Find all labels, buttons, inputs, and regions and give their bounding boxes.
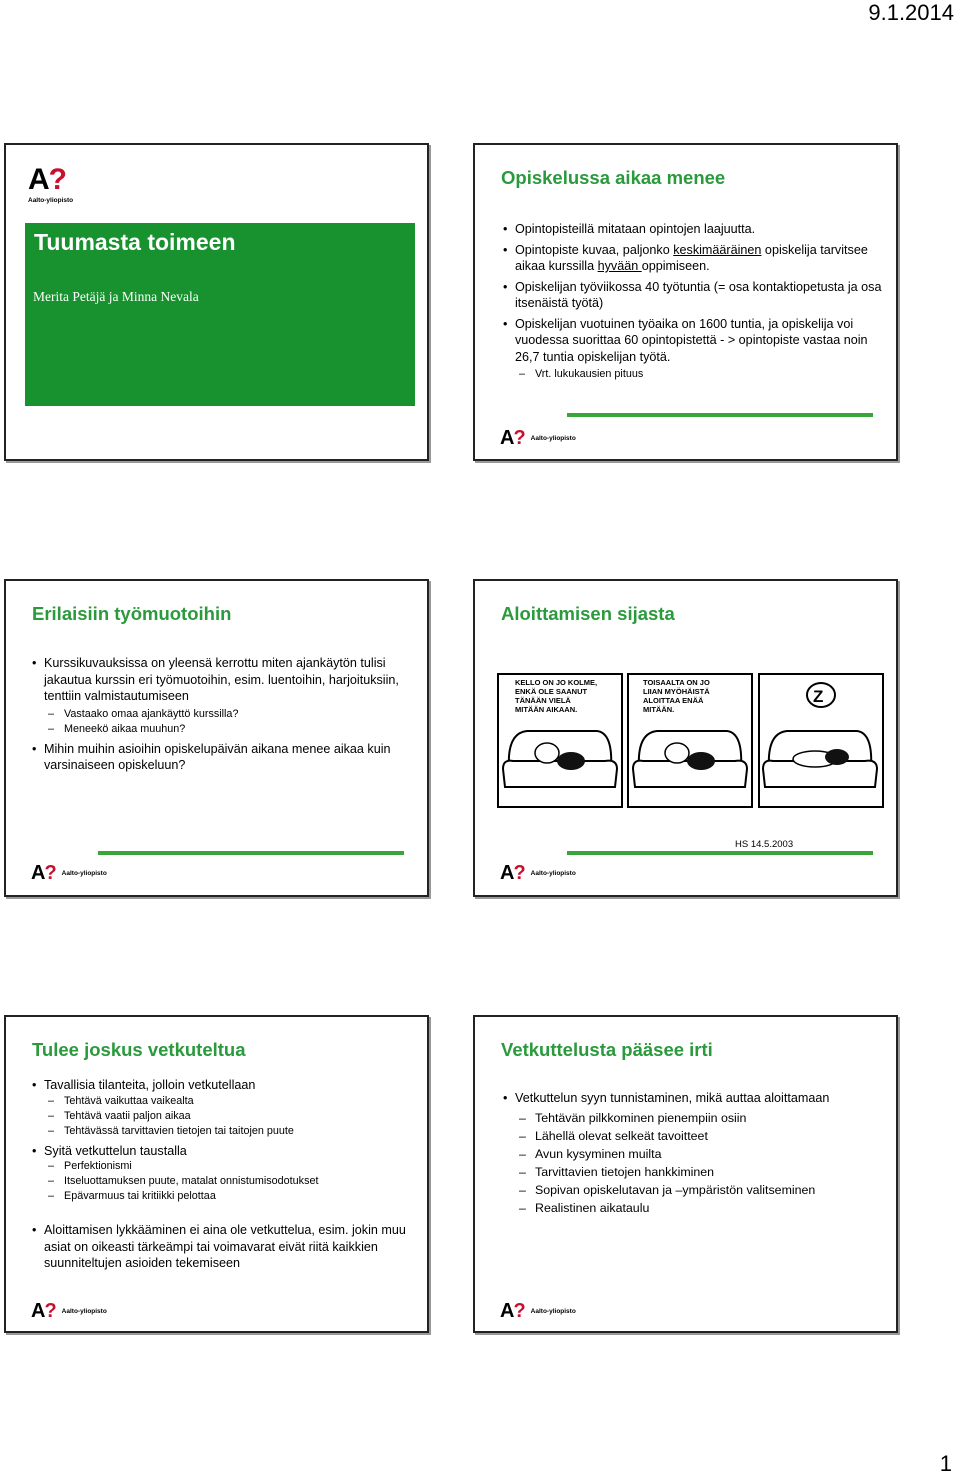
comic-caption: HS 14.5.2003 <box>735 839 794 850</box>
bullet-text: Mihin muihin asioihin opiskelupäivän aikana menee aikaa kuin varsinaiseen opiskeluun? <box>44 741 391 772</box>
sub-item: – Tehtävä vaatii paljon aikaa <box>44 1109 415 1124</box>
bullet-item <box>501 279 886 312</box>
aalto-logo-mark: A? <box>500 862 525 884</box>
slide-title: Opiskelussa aikaa menee <box>501 167 726 188</box>
comic-panel-1 <box>498 674 622 807</box>
bullet-list <box>501 1090 886 1221</box>
bullet-text: oppimiseen. <box>641 259 710 273</box>
bullet-list <box>30 1077 415 1276</box>
aalto-logo-wordmark: Aalto-yliopisto <box>530 1307 576 1315</box>
sub-item: – Meneekö aikaa muuhun? <box>44 722 415 737</box>
green-divider <box>567 413 873 417</box>
aalto-logo-wordmark: Aalto-yliopisto <box>61 1307 107 1315</box>
comic-speech-text: MITÄÄN AIKAAN. <box>515 705 578 714</box>
green-divider <box>567 851 873 855</box>
sub-item: – Perfektionismi <box>44 1159 415 1174</box>
title-box <box>25 223 415 406</box>
sub-item: – Tehtävän pilkkominen pienempiin osiin <box>515 1109 886 1127</box>
sub-list <box>44 1159 415 1204</box>
bullet-text: Opintopiste kuvaa, paljonko <box>515 242 674 257</box>
green-divider <box>98 851 404 855</box>
sub-item: – Avun kysyminen muilta <box>515 1145 886 1163</box>
bullet-item <box>501 242 886 275</box>
page-number: 1 <box>939 1451 952 1476</box>
sub-list <box>515 1109 886 1217</box>
aalto-logo <box>28 165 73 204</box>
comic-sleep-z: Z <box>813 687 824 706</box>
comic-speech-text: TÄNÄÄN VIELÄ <box>515 696 571 705</box>
sub-item: – Realistinen aikataulu <box>515 1199 886 1217</box>
comic-panel-2 <box>628 674 752 807</box>
aalto-logo-mark: A? <box>31 1300 56 1322</box>
bullet-text: Opiskelijan vuotuinen työaika on 1600 tuntia, ja opiskelija voi vuodessa suorittaa 60 opintopistettä - > opintopiste vastaa noin 26,7 tuntia opiskelijan työtä. <box>515 316 868 364</box>
sub-item: – Tehtävässä tarvittavien tietojen tai taitojen puute <box>44 1124 415 1139</box>
slide-4 <box>473 579 898 897</box>
aalto-logo <box>500 428 576 448</box>
slide-1 <box>4 143 429 461</box>
bullet-text: opiskelija tarvitsee aikaa kurssilla <box>515 242 868 273</box>
sub-item: – Lähellä olevat selkeät tavoitteet <box>515 1127 886 1145</box>
bullet-text: Vetkuttelun syyn tunnistaminen, mikä auttaa aloittamaan <box>515 1091 830 1105</box>
aalto-logo-wordmark: Aalto-yliopisto <box>28 197 74 204</box>
bullet-item <box>501 221 886 238</box>
comic-speech-text: ALOITTAA ENÄÄ <box>643 696 704 705</box>
slide-title: Vetkuttelusta pääsee irti <box>501 1039 713 1060</box>
bullet-item <box>30 741 415 774</box>
sub-item: – Epävarmuus tai kritiikki pelottaa <box>44 1189 415 1204</box>
slide-title: Erilaisiin työmuotoihin <box>32 603 232 624</box>
aalto-logo <box>31 863 107 883</box>
aalto-logo-mark: A? <box>28 163 66 196</box>
sub-item: – Sopivan opiskelutavan ja –ympäristön valitseminen <box>515 1181 886 1199</box>
bullet-item <box>30 1222 415 1272</box>
page-date: 9.1.2014 <box>868 0 954 25</box>
bullet-text: Tavallisia tilanteita, jolloin vetkutellaan <box>44 1078 256 1092</box>
aalto-logo-mark: A? <box>500 427 525 449</box>
sub-list <box>515 367 886 382</box>
comic-speech-text: ENKÄ OLE SAANUT <box>515 687 588 696</box>
bullet-text: Syitä vetkuttelun taustalla <box>44 1143 187 1158</box>
bullet-item <box>501 316 886 383</box>
aalto-logo <box>31 1301 107 1321</box>
bullet-text: Aloittamisen lykkääminen ei aina ole vetkuttelua, esim. jokin muu asiat on oikeasti tärkeämpi tai voimavarat eivät riitä kaikkien suunniteltujen asioiden tekemiseen <box>44 1223 406 1270</box>
sub-list <box>44 707 415 737</box>
slide-2 <box>473 143 898 461</box>
sub-item: – Vastaako omaa ajankäyttö kurssilla? <box>44 707 415 722</box>
bullet-item <box>30 655 415 737</box>
sub-list <box>44 1094 415 1139</box>
comic-strip <box>497 673 885 808</box>
bullet-list <box>501 221 886 386</box>
aalto-logo-mark: A? <box>31 862 56 884</box>
aalto-logo-mark: A? <box>500 1300 525 1322</box>
slide-5 <box>4 1015 429 1333</box>
bullet-item <box>30 1077 415 1139</box>
slide-3 <box>4 579 429 897</box>
slide-6 <box>473 1015 898 1333</box>
sub-item: – Tehtävä vaikuttaa vaikealta <box>44 1094 415 1109</box>
bullet-item <box>30 1143 415 1205</box>
comic-speech-text: LIIAN MYÖHÄISTÄ <box>643 687 710 696</box>
aalto-logo-wordmark: Aalto-yliopisto <box>530 434 576 442</box>
bullet-text: Opiskelijan työviikossa 40 työtuntia (= osa kontaktiopetusta ja osa itsenäistä työtä) <box>515 279 882 310</box>
slide-title: Tuumasta toimeen <box>34 229 236 255</box>
underlined-text: keskimääräinen <box>673 242 762 257</box>
slide-title: Tulee joskus vetkuteltua <box>32 1039 246 1060</box>
underlined-text: hyvään <box>597 259 642 273</box>
bullet-item <box>501 1090 886 1217</box>
aalto-logo-wordmark: Aalto-yliopisto <box>61 869 107 877</box>
bullet-text: Opintopisteillä mitataan opintojen laajuutta. <box>515 222 756 236</box>
slide-title: Aloittamisen sijasta <box>501 603 675 624</box>
slide-subtitle: Merita Petäjä ja Minna Nevala <box>33 289 199 304</box>
aalto-logo-wordmark: Aalto-yliopisto <box>530 869 576 877</box>
sub-item: – Tarvittavien tietojen hankkiminen <box>515 1163 886 1181</box>
comic-panel-3 <box>759 674 883 807</box>
bullet-text: Kurssikuvauksissa on yleensä kerrottu miten ajankäytön tulisi jakautua kurssin eri työmuotoihin, esim. luentoihin, harjoituksiin, tenttiin valmistautumiseen <box>44 656 399 703</box>
aalto-logo <box>500 863 576 883</box>
sub-item: – Itseluottamuksen puute, matalat onnistumisodotukset <box>44 1174 415 1189</box>
sub-item: – Vrt. lukukausien pituus <box>515 367 886 382</box>
aalto-logo <box>500 1301 576 1321</box>
comic-speech-text: KELLO ON JO KOLME, <box>515 678 598 687</box>
comic-speech-text: MITÄÄN. <box>643 705 675 714</box>
bullet-list <box>30 655 415 778</box>
comic-speech-text: TOISAALTA ON JO <box>643 678 710 687</box>
